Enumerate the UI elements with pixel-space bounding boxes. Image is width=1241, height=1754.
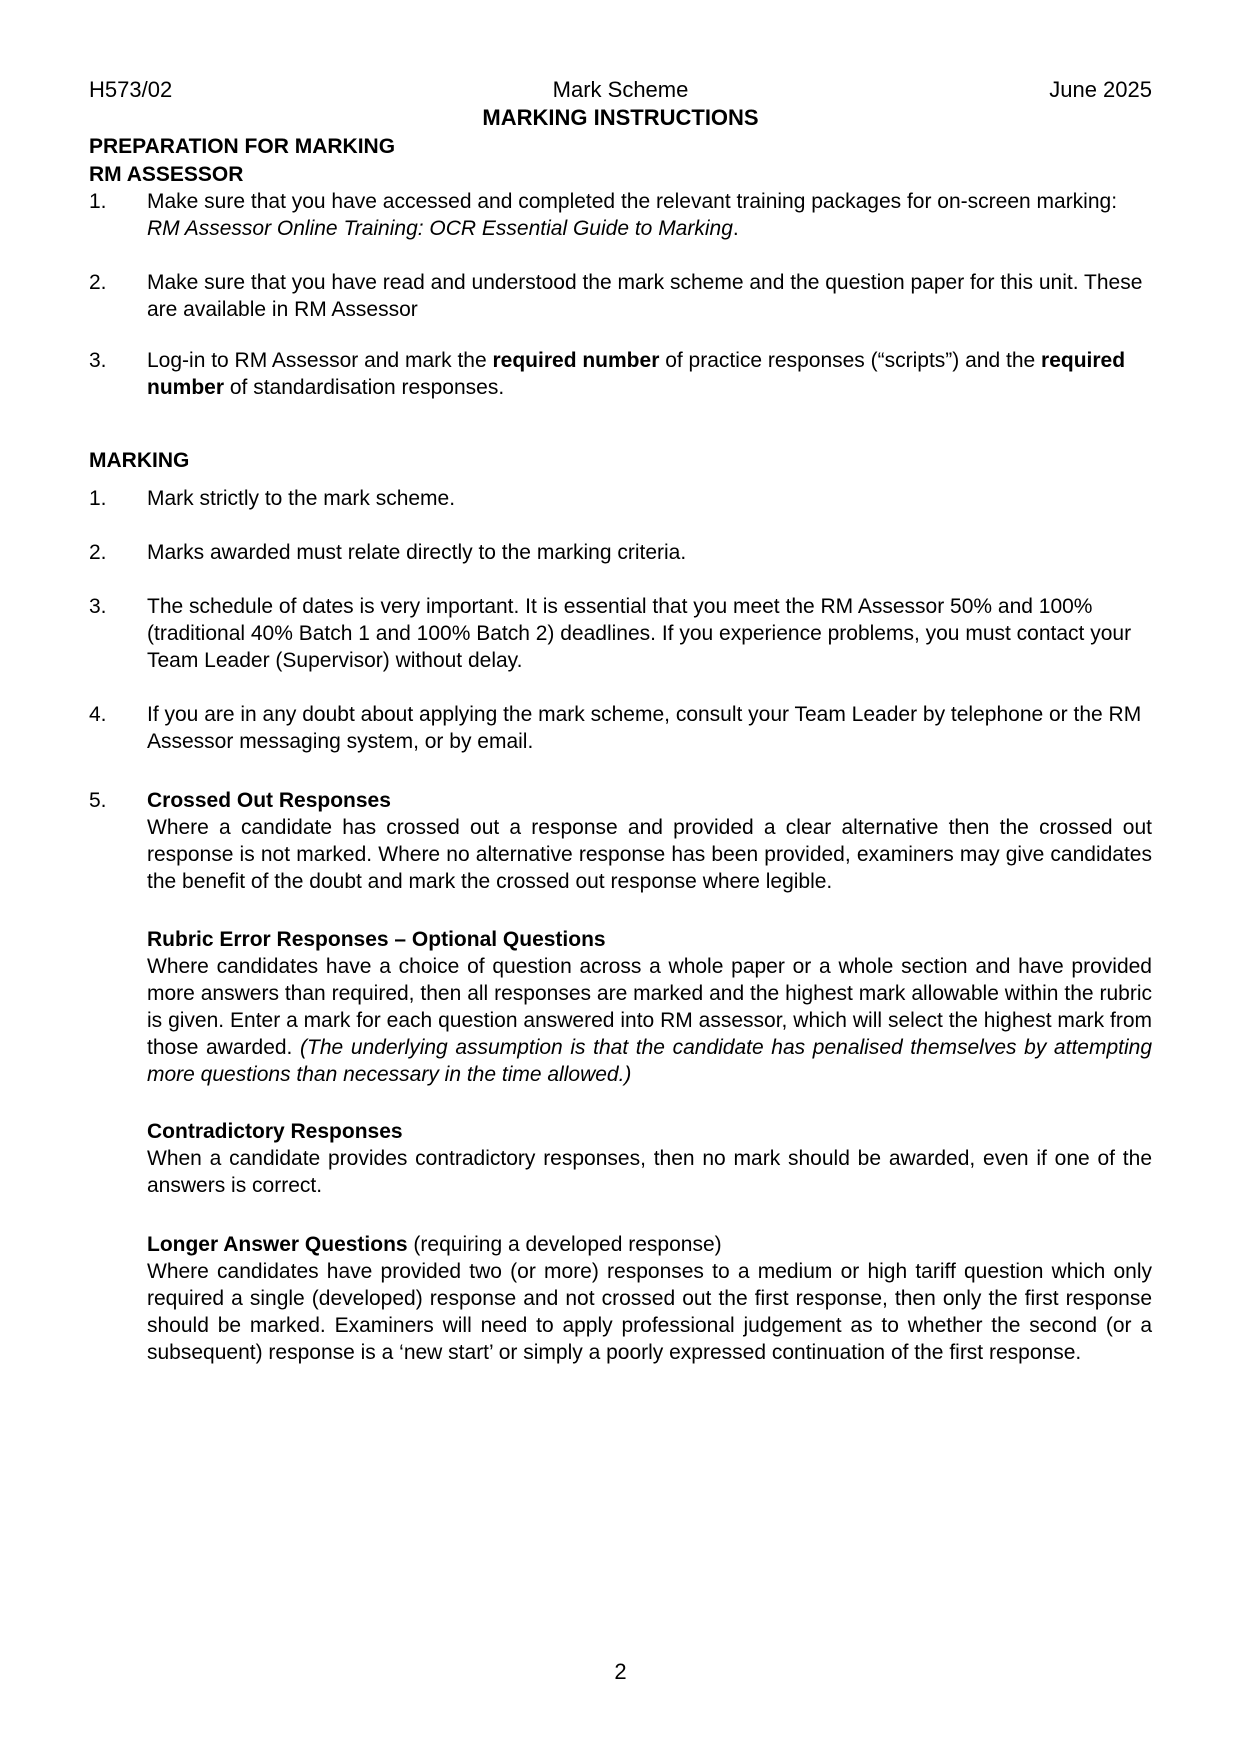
text-segment: of practice responses (“scripts”) and the bbox=[659, 349, 1042, 372]
emphasis: required number bbox=[147, 349, 1126, 399]
list-number: 1. bbox=[89, 487, 107, 510]
preparation-heading: PREPARATION FOR MARKING bbox=[89, 135, 396, 158]
training-guide-title: RM Assessor Online Training: OCR Essential Guide to Marking bbox=[147, 217, 733, 240]
exam-date: June 2025 bbox=[1049, 77, 1152, 102]
rm-assessor-heading: RM ASSESSOR bbox=[89, 163, 244, 186]
list-number: 4. bbox=[89, 703, 107, 726]
crossed-out-heading: Crossed Out Responses bbox=[147, 789, 391, 812]
rubric-note: (The underlying assumption is that the candidate has penalised themselves by attempting more questions than necessary in the time allowed.) bbox=[147, 1036, 1152, 1086]
longer-answer-heading-line bbox=[147, 1231, 1152, 1258]
paper-code: H573/02 bbox=[89, 77, 173, 102]
marking-heading: MARKING bbox=[89, 449, 190, 472]
rubric-section bbox=[147, 926, 1152, 1088]
prep-item-text bbox=[147, 347, 1152, 401]
longer-answer-heading: Longer Answer Questions bbox=[147, 1233, 408, 1256]
prep-item-text: Make sure that you have read and understood the mark scheme and the question paper for this unit. These are available in RM Assessor bbox=[147, 271, 1143, 321]
text-segment: Where candidates have a choice of question across a whole paper or a whole section and have provided more answers than required, then all responses are marked and the highest mark allowable within the rubric is given. Enter a mark for each question answered into RM assessor, which will select the highest mark from those awarded. bbox=[147, 955, 1152, 1059]
text-segment: of standardisation responses. bbox=[224, 376, 505, 399]
text-segment: Log-in to RM Assessor and mark the bbox=[147, 349, 493, 372]
text-segment: Make sure that you have accessed and completed the relevant training packages for on-screen marking: bbox=[147, 190, 1118, 213]
contradictory-section bbox=[147, 1118, 1152, 1199]
marking-item-text: The schedule of dates is very important. It is essential that you meet the RM Assessor 50% and 100% (traditional 40% Batch 1 and 100% Batch 2) deadlines. If you experience problems, you must contact your Team Leader (Supervisor) without delay. bbox=[147, 595, 1132, 672]
rubric-text bbox=[147, 953, 1152, 1088]
list-number: 2. bbox=[89, 541, 107, 564]
longer-answer-section bbox=[147, 1231, 1152, 1366]
list-number: 1. bbox=[89, 190, 107, 213]
marking-item-text: If you are in any doubt about applying the mark scheme, consult your Team Leader by telephone or the RM Assessor messaging system, or by email. bbox=[147, 703, 1142, 753]
marking-item-text: Mark strictly to the mark scheme. bbox=[147, 487, 456, 510]
contradictory-heading: Contradictory Responses bbox=[147, 1120, 403, 1143]
emphasis: required number bbox=[492, 349, 660, 372]
page-title: MARKING INSTRUCTIONS bbox=[482, 105, 759, 130]
rubric-heading: Rubric Error Responses – Optional Questions bbox=[147, 928, 606, 951]
longer-answer-note: (requiring a developed response) bbox=[407, 1233, 722, 1256]
marking-item-text: Marks awarded must relate directly to the marking criteria. bbox=[147, 541, 687, 564]
page-number: 2 bbox=[614, 1659, 627, 1684]
contradictory-text: When a candidate provides contradictory responses, then no mark should be awarded, even if one of the answers is correct. bbox=[147, 1147, 1152, 1197]
text-segment: . bbox=[732, 217, 739, 240]
prep-item-text bbox=[147, 188, 1152, 242]
longer-answer-text: Where candidates have provided two (or more) responses to a medium or high tariff question which only required a single (developed) response and not crossed out the first response, then only the first response should be marked. Examiners will need to apply professional judgement as to whether the second (or a subsequent) response is a ‘new start’ or simply a poorly expressed continuation of the first response. bbox=[147, 1260, 1152, 1364]
list-number: 3. bbox=[89, 349, 107, 372]
marking-item-content bbox=[147, 787, 1152, 895]
list-number: 2. bbox=[89, 271, 107, 294]
list-number: 3. bbox=[89, 595, 107, 618]
document-type: Mark Scheme bbox=[552, 77, 689, 102]
crossed-out-text: Where a candidate has crossed out a response and provided a clear alternative then the crossed out response is not marked. Where no alternative response has been provided, examiners may give candidates the benefit of the doubt and mark the crossed out response where legible. bbox=[147, 816, 1152, 893]
list-number: 5. bbox=[89, 789, 107, 812]
